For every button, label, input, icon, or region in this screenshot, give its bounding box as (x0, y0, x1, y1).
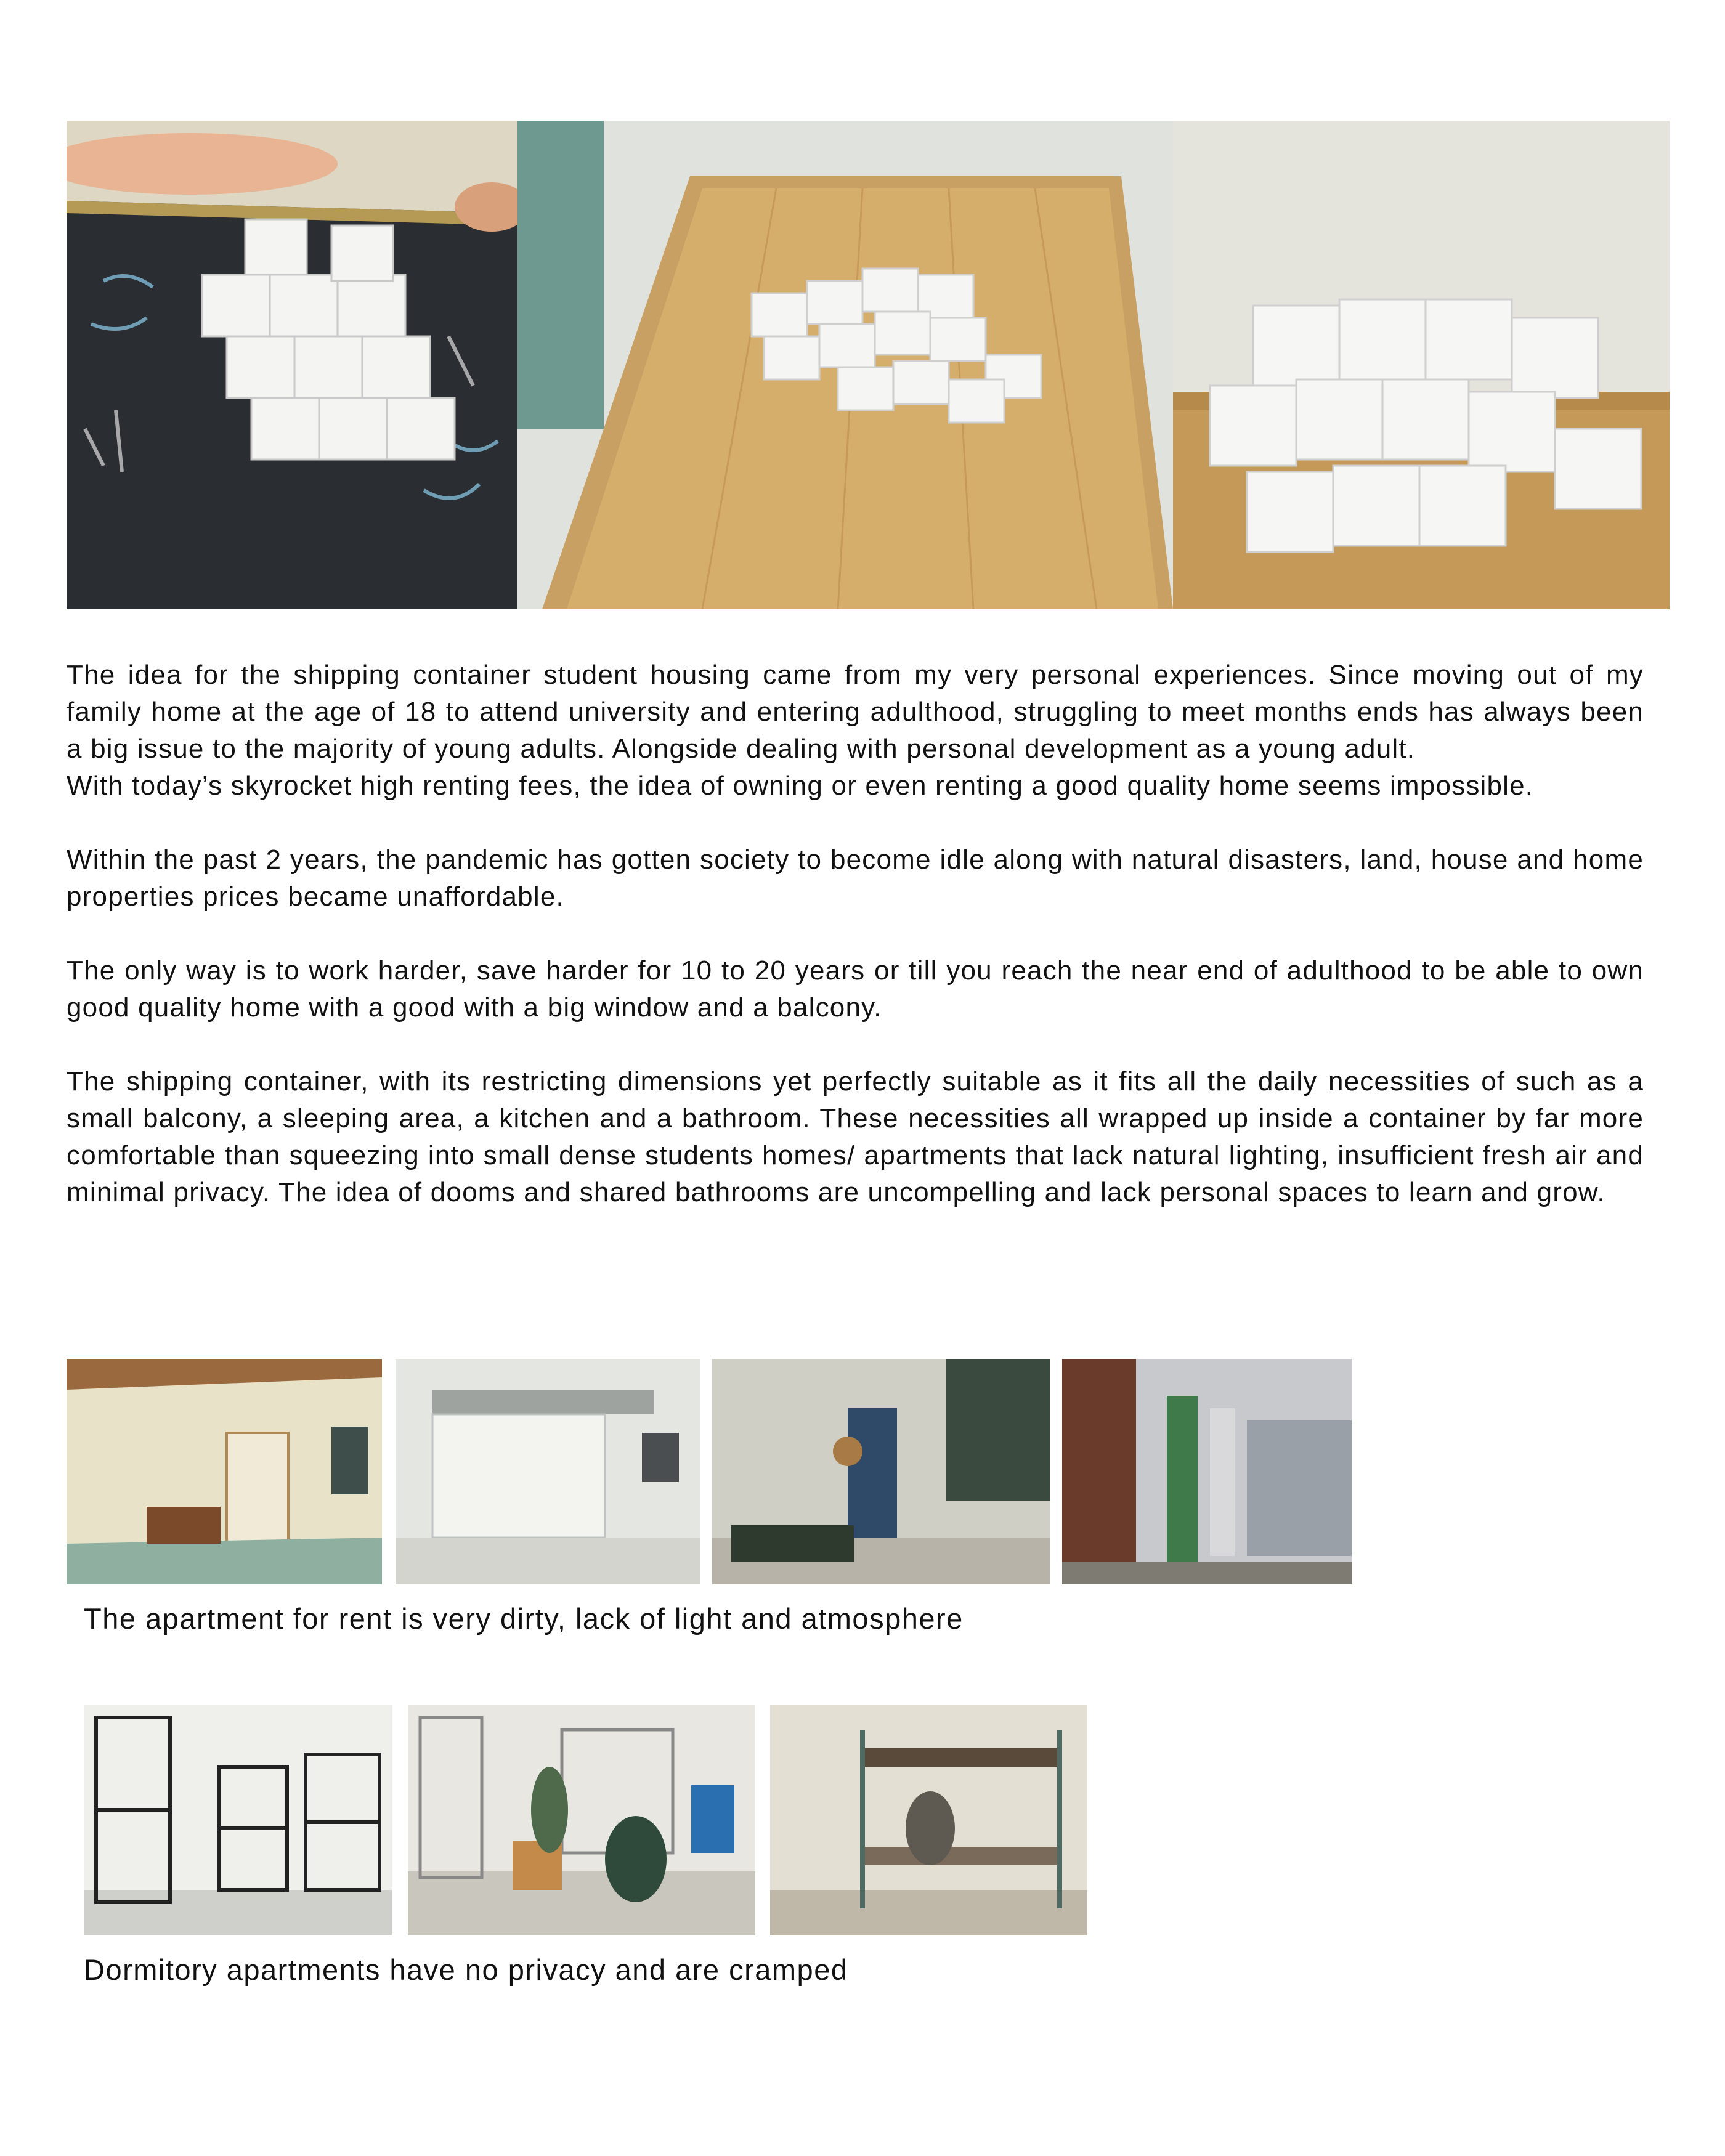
rental-corridor-photo (1062, 1359, 1352, 1584)
foam-blocks-closeup-photo (1173, 121, 1670, 609)
paragraph-1: The idea for the shipping container student housing came from my very personal experiences. Since moving out of my family home at the age of 18 to attend university and entering adulthood, struggling to meet months ends has always been a big issue to the majority of young adults. Alongside dealing with personal development as a young adult. (67, 660, 1644, 764)
body-text (67, 657, 1644, 1211)
paragraph-5: The shipping container, with its restricting dimensions yet perfectly suitable as it fits all the daily necessities of such as a small balcony, a sleeping area, a kitchen and a bathroom. These necessities all wrapped up inside a container by far more comfortable than squeezing into small dense students homes/ apartments that lack natural lighting, insufficient fresh air and minimal privacy. The idea of dooms and shared bathrooms are uncompelling and lack personal spaces to learn and grow. (67, 1066, 1644, 1207)
paragraph-2: With today’s skyrocket high renting fees, the idea of owning or even renting a good quality home seems impossible. (67, 771, 1534, 801)
dorm-caption: Dormitory apartments have no privacy and are cramped (84, 1953, 848, 1986)
rental-room-cluttered-photo (712, 1359, 1050, 1584)
foam-blocks-on-chalkboard-photo (67, 121, 518, 609)
paragraph-3: Within the past 2 years, the pandemic has gotten society to become idle along with natural disasters, land, house and home properties prices became unaffordable. (67, 845, 1644, 912)
dorm-students-moving-in-photo (408, 1705, 755, 1935)
rental-caption: The apartment for rent is very dirty, lack of light and atmosphere (84, 1602, 964, 1635)
foam-blocks-on-wooden-table-photo (518, 121, 1173, 609)
dorm-student-on-bunk-photo (770, 1705, 1087, 1935)
paragraph-4: The only way is to work harder, save harder for 10 to 20 years or till you reach the near end of adulthood to be able to own good quality home with a good with a big window and a balcony. (67, 955, 1644, 1023)
rental-room-with-bed-photo (67, 1359, 382, 1584)
dorm-bunk-beds-photo (84, 1705, 392, 1935)
rental-room-with-loft-photo (396, 1359, 700, 1584)
